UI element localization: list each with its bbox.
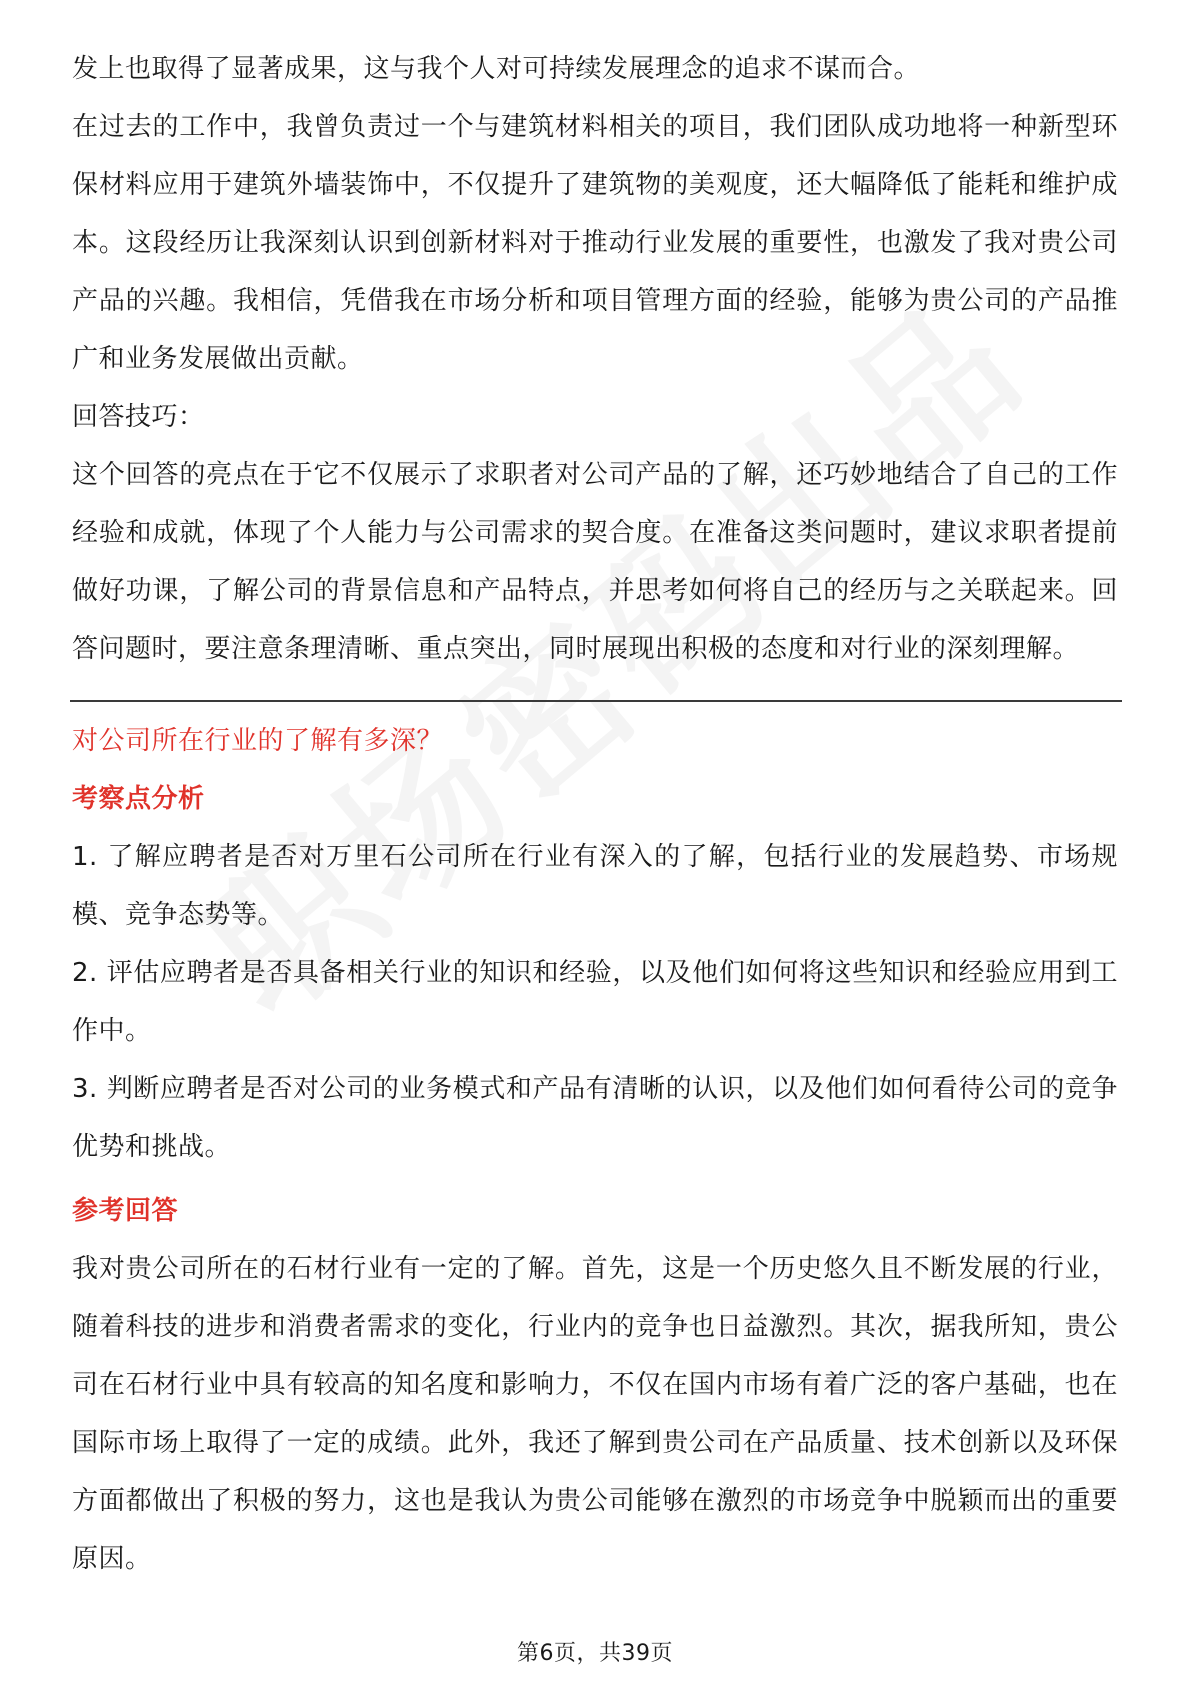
analysis-point: 1. 了解应聘者是否对万里石公司所在行业有深入的了解，包括行业的发展趋势、市场规模、竞争态势等。 (72, 842, 1118, 930)
intro-paragraph-2: 在过去的工作中，我曾负责过一个与建筑材料相关的项目，我们团队成功地将一种新型环保材料应用于建筑外墙装饰中，不仅提升了建筑物的美观度，还大幅降低了能耗和维护成本。这段经历让我深刻认识到创新材料对于推动行业发展的重要性，也激发了我对贵公司产品的兴趣。我相信，凭借我在市场分析和项目管理方面的经验，能够为贵公司的产品推广和业务发展做出贡献。 (72, 112, 1118, 374)
intro-paragraph-1: 发上也取得了显著成果，这与我个人对可持续发展理念的追求不谋而合。 (72, 54, 921, 84)
page-content (72, 40, 1118, 1588)
tips-label: 回答技巧： (72, 402, 205, 432)
page-number: 第6页，共39页 (517, 1641, 673, 1666)
question-title: 对公司所在行业的了解有多深？ (72, 726, 444, 756)
reference-answer: 我对贵公司所在的石材行业有一定的了解。首先，这是一个历史悠久且不断发展的行业，随着科技的进步和消费者需求的变化，行业内的竞争也日益激烈。其次，据我所知，贵公司在石材行业中具有较高的知名度和影响力，不仅在国内市场有着广泛的客户基础，也在国际市场上取得了一定的成绩。此外，我还了解到贵公司在产品质量、技术创新以及环保方面都做出了积极的努力，这也是我认为贵公司能够在激烈的市场竞争中脱颖而出的重要原因。 (72, 1254, 1118, 1574)
section-divider (70, 700, 1122, 702)
tips-text: 这个回答的亮点在于它不仅展示了求职者对公司产品的了解，还巧妙地结合了自己的工作经验和成就，体现了个人能力与公司需求的契合度。在准备这类问题时，建议求职者提前做好功课，了解公司的背景信息和产品特点，并思考如何将自己的经历与之关联起来。回答问题时，要注意条理清晰、重点突出，同时展现出积极的态度和对行业的深刻理解。 (72, 460, 1118, 664)
analysis-point: 2. 评估应聘者是否具备相关行业的知识和经验，以及他们如何将这些知识和经验应用到工作中。 (72, 958, 1118, 1046)
reference-heading: 参考回答 (72, 1196, 179, 1226)
analysis-point: 3. 判断应聘者是否对公司的业务模式和产品有清晰的认识，以及他们如何看待公司的竞争优势和挑战。 (72, 1074, 1118, 1162)
analysis-heading: 考察点分析 (72, 784, 205, 814)
